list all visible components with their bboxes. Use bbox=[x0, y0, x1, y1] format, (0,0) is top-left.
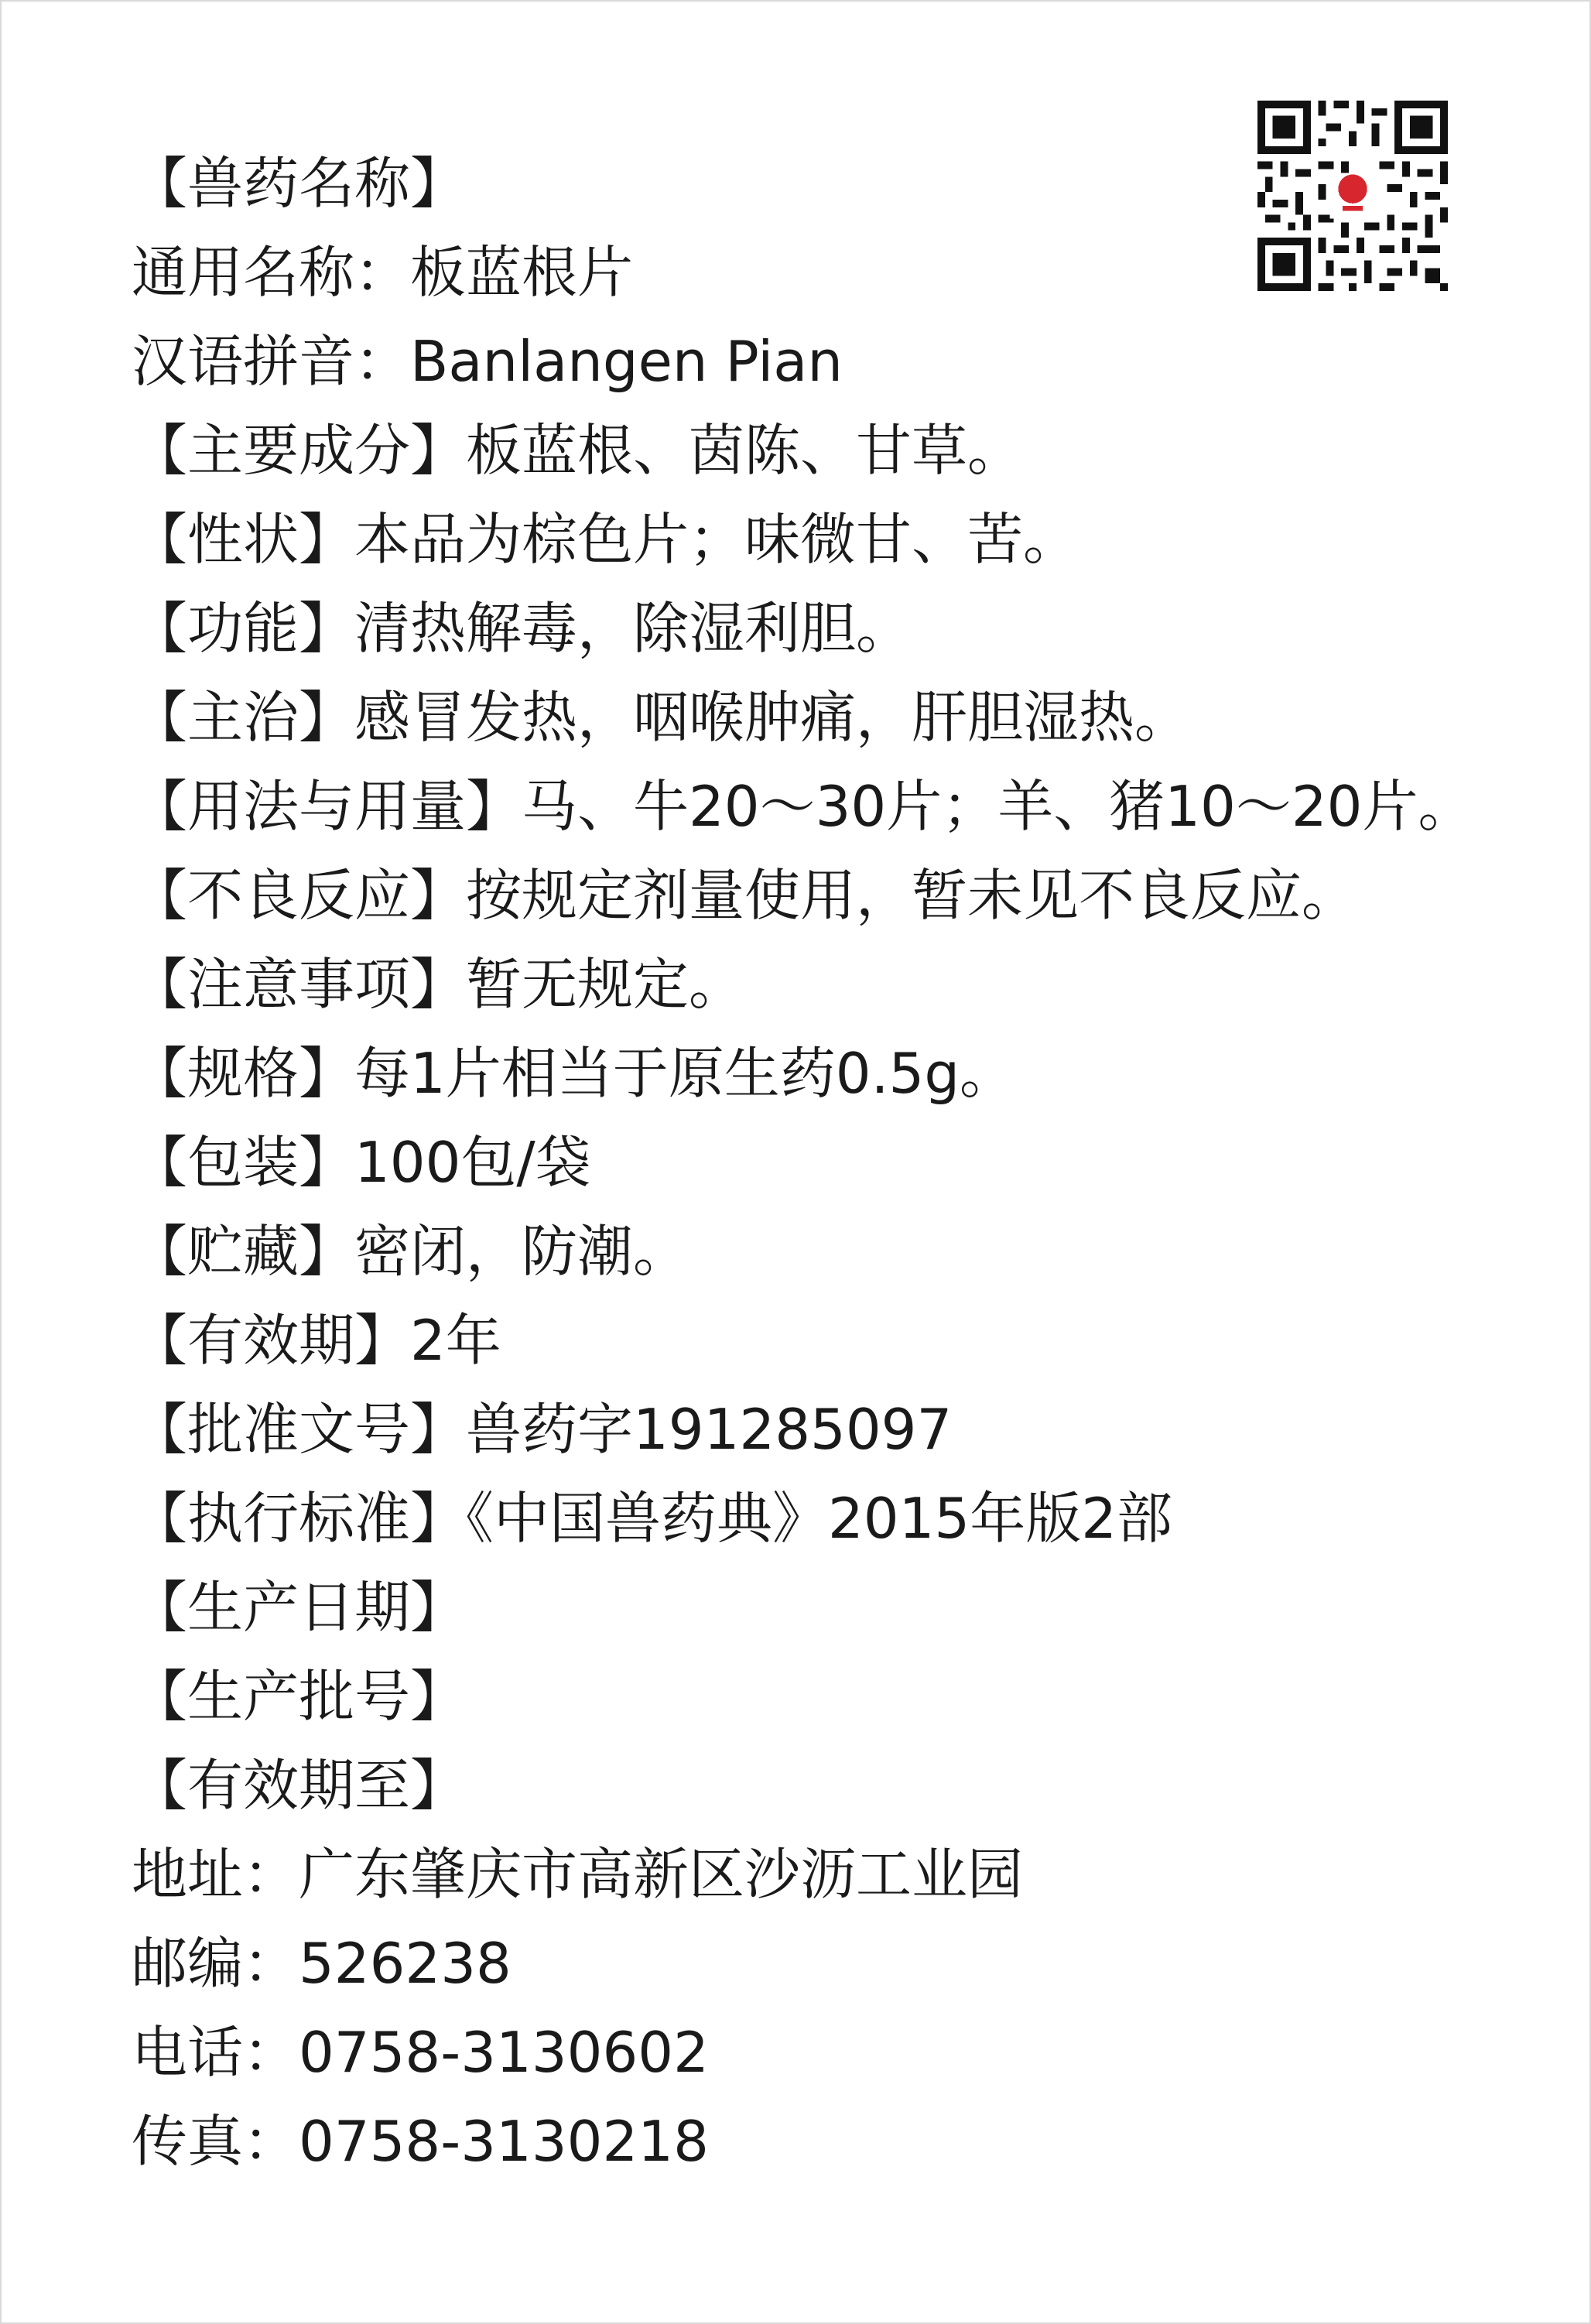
label-text-block bbox=[132, 139, 1524, 2186]
function: 【功能】清热解毒，除湿利胆。 bbox=[132, 596, 912, 661]
approval-number: 【批准文号】兽药字191285097 bbox=[132, 1397, 953, 1462]
production-date: 【生产日期】 bbox=[132, 1575, 467, 1640]
storage: 【贮藏】密闭，防潮。 bbox=[132, 1219, 689, 1284]
adverse-reactions: 【不良反应】按规定剂量使用，暂未见不良反应。 bbox=[132, 863, 1358, 928]
postal-code: 邮编：526238 bbox=[132, 1931, 512, 1996]
batch-number: 【生产批号】 bbox=[132, 1664, 467, 1729]
main-ingredients: 【主要成分】板蓝根、茵陈、甘草。 bbox=[132, 418, 1024, 483]
generic-name: 通用名称：板蓝根片 bbox=[132, 240, 634, 305]
drug-name-heading: 【兽药名称】 bbox=[132, 151, 467, 216]
indications: 【主治】感冒发热，咽喉肿痛，肝胆湿热。 bbox=[132, 685, 1191, 750]
address: 地址：广东肇庆市高新区沙沥工业园 bbox=[132, 1842, 1024, 1907]
expiry-date: 【有效期至】 bbox=[132, 1753, 467, 1818]
packaging: 【包装】100包/袋 bbox=[132, 1130, 591, 1195]
execution-standard: 【执行标准】《中国兽药典》2015年版2部 bbox=[132, 1486, 1173, 1551]
fax: 传真：0758-3130218 bbox=[132, 2109, 709, 2174]
pinyin-name: 汉语拼音：Banlangen Pian bbox=[132, 329, 843, 394]
appearance: 【性状】本品为棕色片；味微甘、苦。 bbox=[132, 507, 1079, 572]
dosage: 【用法与用量】马、牛20～30片；羊、猪10～20片。 bbox=[132, 774, 1474, 839]
precautions: 【注意事项】暂无规定。 bbox=[132, 952, 745, 1017]
telephone: 电话：0758-3130602 bbox=[132, 2020, 709, 2085]
specification: 【规格】每1片相当于原生药0.5g。 bbox=[132, 1041, 1016, 1106]
shelf-life: 【有效期】2年 bbox=[132, 1308, 501, 1373]
